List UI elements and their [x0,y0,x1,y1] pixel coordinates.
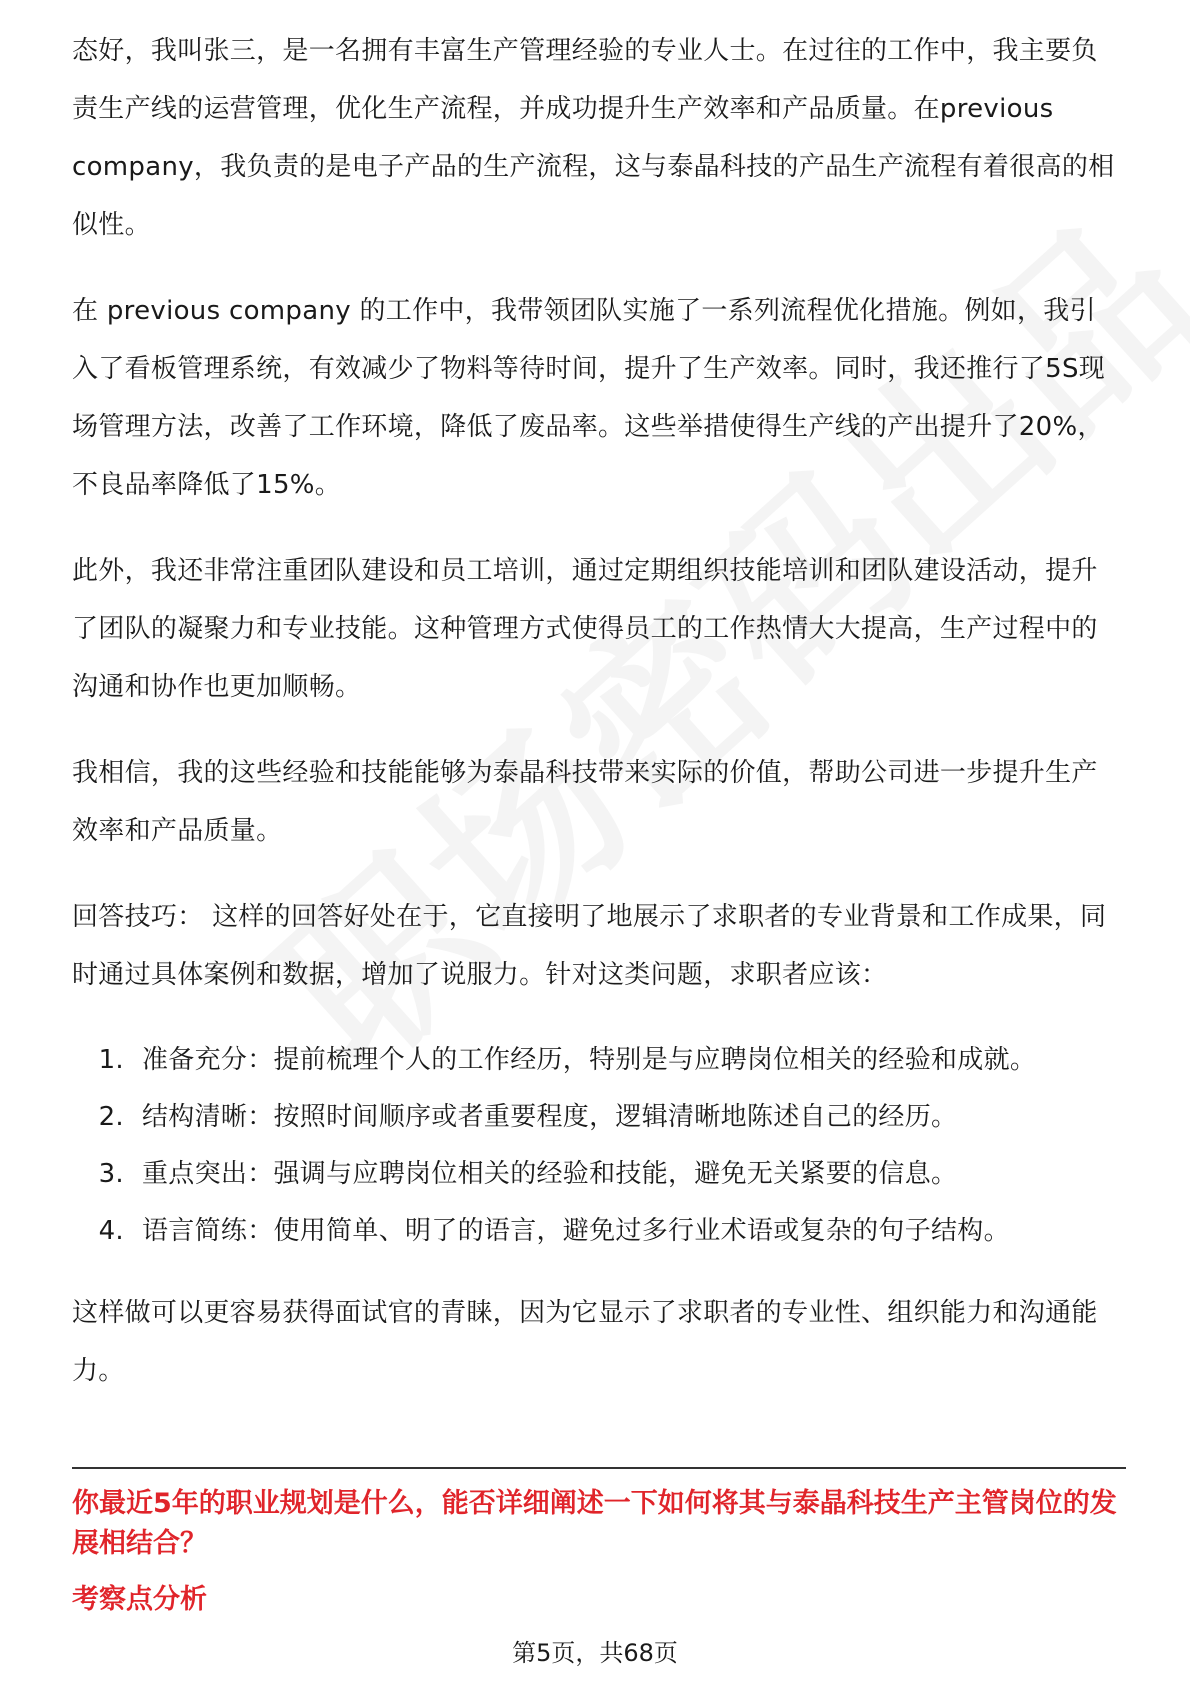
list-item [72,1089,1122,1146]
list-text: 准备充分：提前梳理个人的工作经历，特别是与应聘岗位相关的经验和成就。 [142,1045,1037,1075]
list-number: 3. [98,1159,124,1189]
answer-paragraph-experience: 在 previous company 的工作中，我带领团队实施了一系列流程优化措施。例如，我引入了看板管理系统，有效减少了物料等待时间，提升了生产效率。同时，我还推行了5S现场管理方法，改善了工作环境，降低了废品率。这些举措使得生产线的产出提升了20%，不良品率降低了15%。 [72,296,1106,500]
list-number: 4. [98,1216,124,1246]
list-text: 结构清晰：按照时间顺序或者重要程度，逻辑清晰地陈述自己的经历。 [142,1102,958,1132]
page-number: 第5页，共68页 [512,1639,678,1667]
list-number: 2. [98,1102,124,1132]
tips-list [72,1032,1122,1260]
page-body [72,22,1122,1428]
section-divider [72,1467,1126,1469]
list-text: 重点突出：强调与应聘岗位相关的经验和技能，避免无关紧要的信息。 [142,1159,958,1189]
list-text: 语言简练：使用简单、明了的语言，避免过多行业术语或复杂的句子结构。 [142,1216,1010,1246]
analysis-heading: 考察点分析 [72,1584,207,1615]
question-heading: 你最近5年的职业规划是什么，能否详细阐述一下如何将其与泰晶科技生产主管岗位的发展相结合？ [72,1488,1117,1559]
list-number: 1. [98,1045,124,1075]
closing-paragraph: 这样做可以更容易获得面试官的青睐，因为它显示了求职者的专业性、组织能力和沟通能力。 [72,1298,1098,1386]
answer-paragraph-intro: 态好，我叫张三，是一名拥有丰富生产管理经验的专业人士。在过往的工作中，我主要负责生产线的运营管理，优化生产流程，并成功提升生产效率和产品质量。在previous company，我负责的是电子产品的生产流程，这与泰晶科技的产品生产流程有着很高的相似性。 [72,36,1115,240]
answer-paragraph-conclusion: 我相信，我的这些经验和技能能够为泰晶科技带来实际的价值，帮助公司进一步提升生产效率和产品质量。 [72,758,1098,846]
answer-paragraph-team: 此外，我还非常注重团队建设和员工培训，通过定期组织技能培训和团队建设活动，提升了团队的凝聚力和专业技能。这种管理方式使得员工的工作热情大大提高，生产过程中的沟通和协作也更加顺畅。 [72,556,1098,702]
list-item [72,1146,1122,1203]
list-item [72,1032,1122,1089]
answer-tips-intro: 回答技巧： 这样的回答好处在于，它直接明了地展示了求职者的专业背景和工作成果，同时通过具体案例和数据，增加了说服力。针对这类问题，求职者应该： [72,902,1107,990]
list-item [72,1203,1122,1260]
